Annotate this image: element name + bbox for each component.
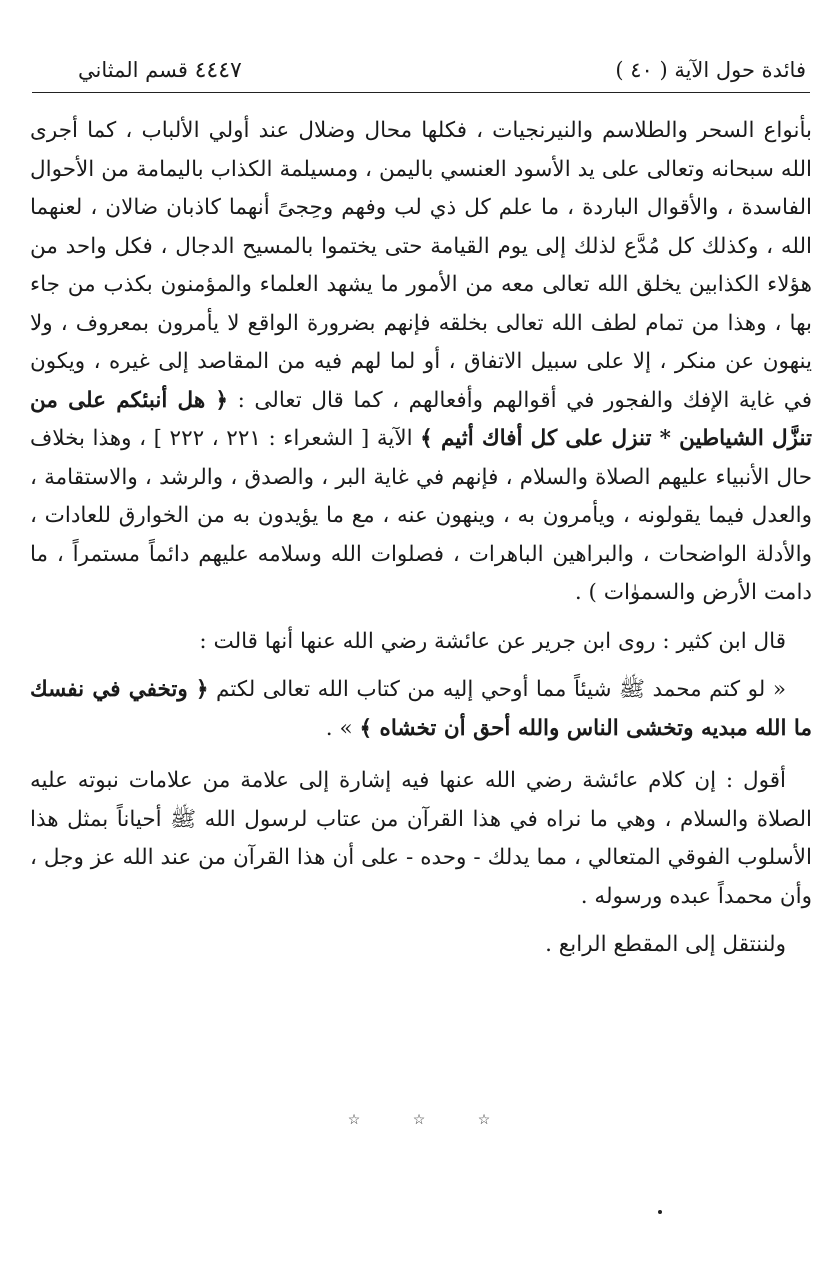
hadith-text: « لو كتم محمد ﷺ شيئاً مما أوحي إليه من كتاب الله تعالى لكتم [216, 677, 787, 702]
chapter-title: فائدة حول الآية ( ٤٠ ) [615, 58, 806, 82]
quran-verse-2: ﴿ وتخفي في نفسك ما الله مبديه وتخشى الناس والله أحق أن تخشاه ﴾ [30, 677, 812, 741]
spacer [30, 613, 812, 623]
page-body [30, 112, 812, 965]
paragraph-4: أقول : إن كلام عائشة رضي الله عنها فيه إشارة إلى علامة من علامات نبوته عليه الصلاة والسلام ، وهي ما نراه في هذا القرآن من عتاب لرسول الله ﷺ أحياناً بمثل هذا الأسلوب الفوقي المتعالي ، مما يدلك - وحده - على أن هذا القرآن من عند الله عز وجل ، وأن محمداً عبده ورسوله . [30, 768, 812, 909]
section-ornament: ☆ ☆ ☆ [347, 1112, 491, 1128]
page-header [32, 58, 810, 92]
spacer [30, 661, 812, 671]
quran-verse-1: ﴿ هل أنبئكم على من تنزَّل الشياطين * تنزل على كل أفاك أثيم ﴾ [30, 387, 813, 451]
paragraph-2: قال ابن كثير : روى ابن جرير عن عائشة رضي الله عنها أنها قالت : [199, 628, 786, 654]
section-title: قسم المثاني [78, 58, 188, 82]
hadith-close: » . [325, 715, 353, 741]
paragraph-1 [30, 112, 812, 613]
spacer [30, 916, 812, 926]
paragraph-3 [30, 671, 812, 748]
paragraph-5: ولننتقل إلى المقطع الرابع . [545, 932, 786, 957]
header-rule [32, 92, 810, 93]
paragraph-1-text: بأنواع السحر والطلاسم والنيرنجيات ، فكلها محال وضلال عند أولي الألباب ، كما أجرى الله سبحانه وتعالى على يد الأسود العنسي باليمن ، ومسيلمة الكذاب باليمامة من الأحوال الفاسدة ، والأقوال الباردة ، ما علم كل ذي لب وفهم وحِجىً أنهما كاذبان ضالان ، لعنهما الله ، وكذلك كل مُدَّع لذلك إلى يوم القيامة حتى يختموا بالمسيح الدجال ، فكل واحد من هؤلاء الكذابين يخلق الله تعالى معه من الأمور ما يشهد العلماء والمؤمنون بكذب من جاء بها ، وهذا من تمام لطف الله تعالى بخلقه فإنهم بضرورة الواقع لا يأمرون بمعروف ، ولا ينهون عن منكر ، إلا على سبيل الاتفاق ، أو لما لهم فيه من المقاصد إلى غيره ، ويكون في غاية الإفك والفجور في أقوالهم وأفعالهم ، كما قال تعالى : [30, 118, 812, 413]
page-mark [658, 1210, 662, 1214]
spacer [30, 748, 812, 762]
paragraph-1-rest: الآية [ الشعراء : ٢٢١ ، ٢٢٢ ] ، وهذا بخلاف حال الأنبياء عليهم الصلاة والسلام ، فإنهم في غاية البر ، والصدق ، والرشد ، والاستقامة ، والعدل فيما يقولونه ، ويأمرون به ، وينهون عنه ، مع ما يؤيدون به من الخوارق للعادات ، والأدلة الواضحات ، والبراهين الباهرات ، فصلوات الله وسلامه عليهم دائماً مستمراً ، ما دامت الأرض والسموٰات ) . [30, 426, 812, 605]
header-left [44, 58, 242, 83]
page-number: ٤٤٤٧ [194, 58, 242, 83]
